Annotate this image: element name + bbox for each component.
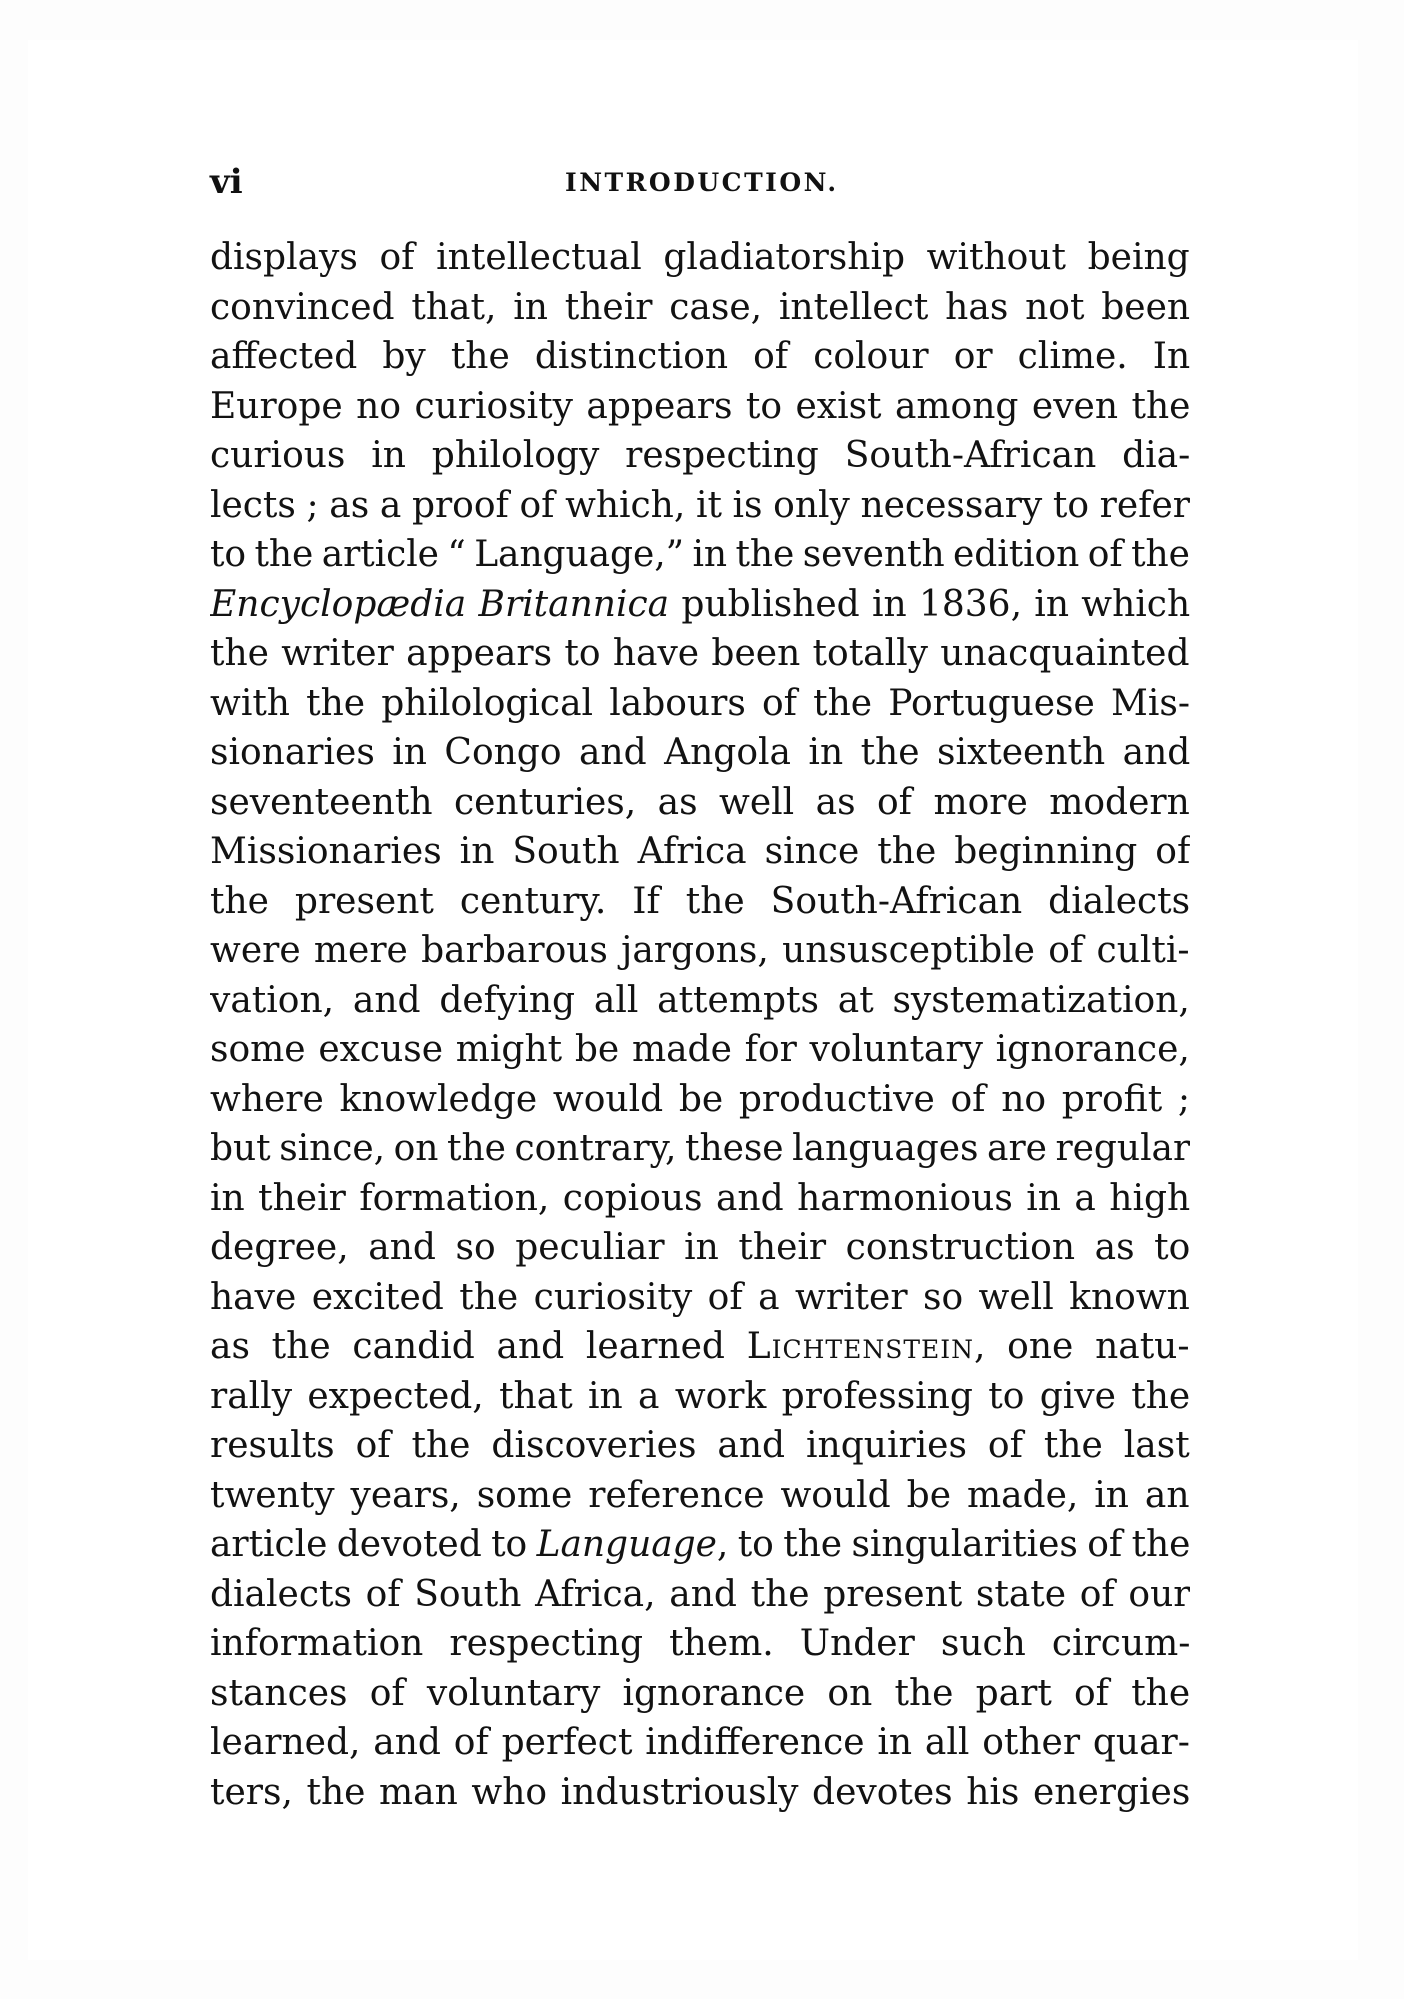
text-line: affected by the distinction of colour or clime. In [210, 336, 1190, 377]
italic-title-encyclopaedia: Encyclopædia Britannica [210, 583, 670, 625]
text-line: curious in philology respecting South-African dia- [210, 435, 1190, 476]
text-line: sionaries in Congo and Angola in the sixteenth and [210, 732, 1190, 773]
text-line: but since, on the contrary, these languages are regular [210, 1128, 1190, 1169]
text-line: vation, and defying all attempts at systematization, [210, 979, 1190, 1021]
text-line: twenty years, some reference would be made, in an [210, 1474, 1190, 1516]
text-line: some excuse might be made for voluntary ignorance, [210, 1029, 1190, 1070]
text-line: Missionaries in South Africa since the beginning of [210, 831, 1190, 872]
body-text [210, 233, 1190, 1817]
small-caps-name: Lichtenstein [746, 1326, 974, 1367]
text-line: degree, and so peculiar in their construction as to [210, 1227, 1190, 1268]
text-line: Europe no curiosity appears to exist among even the [210, 385, 1190, 427]
text-line: with the philological labours of the Portuguese Mis- [210, 682, 1190, 724]
text-line: learned, and of perfect indifference in all other quar- [210, 1722, 1190, 1763]
running-title: INTRODUCTION. [565, 168, 839, 197]
text-line: dialects of South Africa, and the present state of our [210, 1573, 1190, 1615]
text-line: the writer appears to have been totally unacquainted [210, 633, 1190, 674]
text-line: in their formation, copious and harmonious in a high [210, 1177, 1190, 1219]
text-line: convinced that, in their case, intellect has not been [210, 286, 1190, 328]
text-line: information respecting them. Under such circum- [210, 1623, 1190, 1664]
text-line: where knowledge would be productive of no profit ; [210, 1078, 1190, 1120]
text-line: were mere barbarous jargons, unsusceptible of culti- [210, 930, 1190, 971]
italic-word-language: Language [536, 1524, 717, 1565]
page-number: vi [210, 162, 243, 202]
text-line: lects ; as a proof of which, it is only necessary to refer [210, 484, 1190, 526]
text-line: seventeenth centuries, as well as of more modern [210, 781, 1190, 823]
text-line: rally expected, that in a work professing to give the [210, 1375, 1190, 1417]
text-line: displays of intellectual gladiatorship without being [210, 237, 1190, 278]
text-line: results of the discoveries and inquiries of the last [210, 1425, 1190, 1466]
text-line: have excited the curiosity of a writer so well known [210, 1276, 1190, 1318]
running-head [210, 150, 1190, 210]
text-line: ters, the man who industriously devotes his energies [210, 1771, 1190, 1813]
text-line: stances of voluntary ignorance on the part of the [210, 1672, 1190, 1714]
text-line: the present century. If the South-African dialects [210, 880, 1190, 922]
text-line: article devoted to Language, to the singularities of the [210, 1524, 1190, 1565]
text-line: to the article “ Language,” in the seventh edition of the [210, 534, 1190, 575]
text-line: as the candid and learned Lichtenstein, one natu- [210, 1326, 1190, 1367]
text-line: Encyclopædia Britannica published in 1836, in which [210, 583, 1190, 625]
